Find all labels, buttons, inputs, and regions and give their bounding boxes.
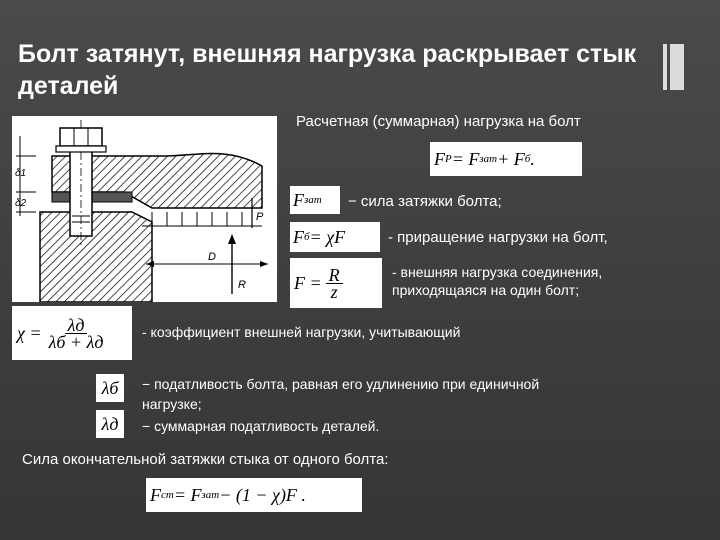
fraction-denominator: z [330,281,338,302]
heading-total-load: Расчетная (суммарная) нагрузка на болт [296,113,581,130]
formula-sub: зат [479,153,498,165]
desc-preload: − сила затяжки болта; [348,193,502,210]
formula-sub: зат [201,489,220,501]
formula-sub: б [304,231,310,243]
formula-text: = χF [309,226,346,247]
formula-preload [290,186,340,214]
formula-chi [12,306,132,360]
fraction [46,314,107,352]
force-r-label: R [238,279,246,291]
formula-text: F [293,226,304,247]
dim-d-label: D [208,251,216,263]
desc-lambda-b-line2: нагрузке; [142,396,202,412]
desc-lambda-b-line1: − податливость болта, равная его удлинению при единичной [142,376,540,392]
formula-sub: ст [161,489,174,501]
formula-external [290,258,382,308]
title-accent-bar [663,44,667,90]
formula-text: F [150,484,161,505]
formula-sub: P [445,153,452,165]
formula-text: = F [173,484,202,505]
final-tightening-label: Сила окончательной затяжки стыка от одного болта: [22,451,389,468]
desc-external-line2: приходящаяся на один болт; [392,282,580,298]
formula-text: λб [101,377,119,398]
formula-total-load [430,142,582,176]
fraction-numerator: λд [65,317,88,334]
desc-increment: - приращение нагрузки на болт, [388,229,608,246]
formula-sub: б [524,153,531,165]
bolted-joint-svg [12,116,277,302]
formula-text: − (1 − χ)F . [219,484,306,505]
formula-text: F = [294,272,322,293]
formula-text: . [530,148,535,169]
fraction [326,264,343,302]
slide-title: Болт затянут, внешняя нагрузка раскрывает стык деталей [18,40,637,100]
fraction-denominator: λб + λд [48,331,104,352]
title-accent-block [670,44,684,90]
desc-external-line1: - внешняя нагрузка соединения, [392,264,603,280]
formula-increment [290,222,380,252]
force-p-label: P [256,211,264,223]
delta2-label: δ2 [15,198,27,209]
desc-chi: - коэффициент внешней нагрузки, учитывающий [142,324,461,340]
fraction-numerator: R [326,267,343,284]
formula-lambda-b [96,374,124,402]
bolted-joint-drawing [12,116,277,302]
formula-final [146,478,362,512]
desc-lambda-d: − суммарная податливость деталей. [142,418,380,434]
formula-text: F [434,148,445,169]
delta1-label: δ1 [15,168,27,179]
formula-text: χ = [17,322,42,343]
formula-text: + F [497,148,525,169]
formula-text: λд [101,413,119,434]
formula-lambda-d [96,410,124,438]
formula-sub: зат [304,194,322,206]
formula-text: = F [451,148,480,169]
formula-text: F [293,189,304,210]
